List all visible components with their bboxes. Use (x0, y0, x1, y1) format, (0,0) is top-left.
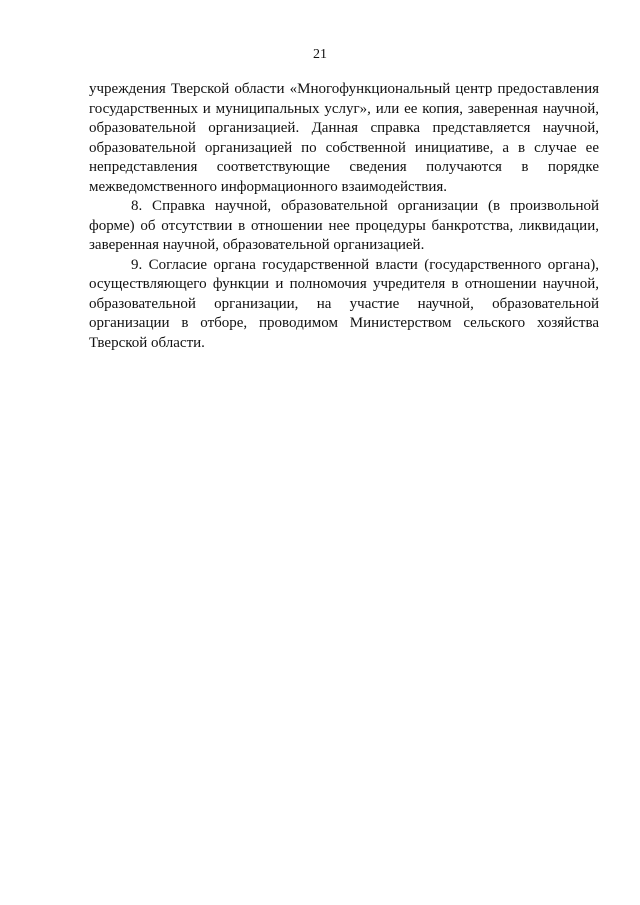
document-body (89, 80, 599, 353)
page-number: 21 (313, 47, 327, 62)
paragraph-continuation: учреждения Тверской области «Многофункциональный центр предоставления государственных и муниципальных услуг», или ее копия, заверенная научной, образовательной организацией. Данная справка представляется научной, образовательной организацией по собственной инициативе, а в случае ее непредставления соответствующие сведения получаются в порядке межведомственного информационного взаимодействия. (89, 81, 599, 195)
paragraph-item-9: 9. Согласие органа государственной власти (государственного органа), осуществляющего функции и полномочия учредителя в отношении научной, образовательной организации, на участие научной, образовательной организации в отборе, проводимом Министерством сельского хозяйства Тверской области. (89, 256, 599, 351)
paragraph-item-8: 8. Справка научной, образовательной организации (в произвольной форме) об отсутствии в отношении нее процедуры банкротства, ликвидации, заверенная научной, образовательной организацией. (89, 198, 599, 253)
